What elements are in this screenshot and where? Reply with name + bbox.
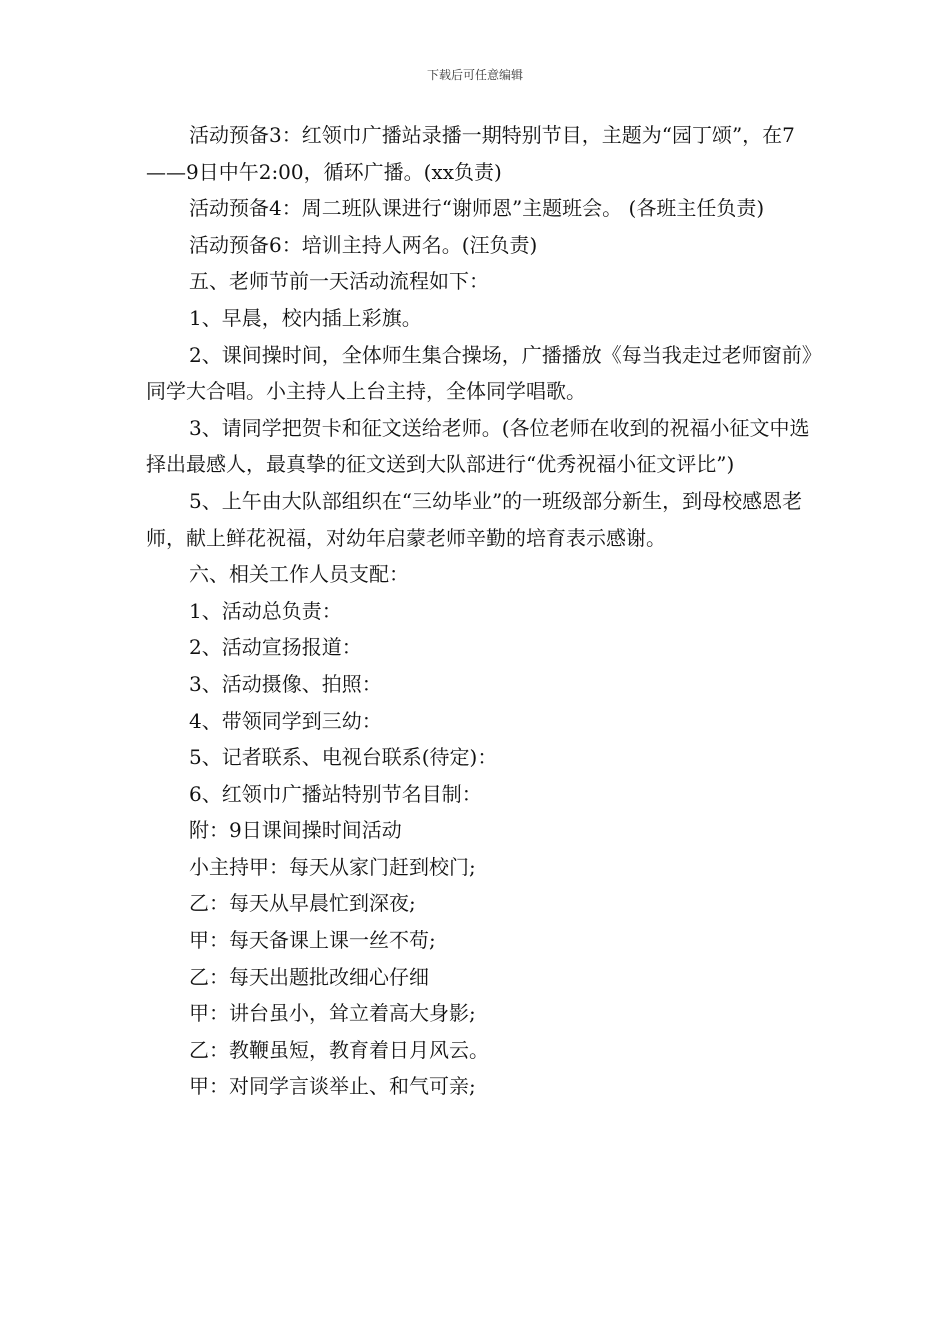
list-item: 3、活动摄像、拍照： (189, 671, 382, 696)
section-heading-five: 五、老师节前一天活动流程如下： (189, 269, 489, 294)
list-item: 2、活动宣扬报道： (189, 635, 362, 660)
script-line: 甲：对同学言谈举止、和气可亲; (189, 1074, 476, 1099)
list-item: 2、课间操时间，全体师生集合操场，广播播放《每当我走过老师窗前》同学大合唱。小主持人上台主持，全体同学唱歌。 (146, 342, 812, 404)
page-header: 下载后可任意编辑 (426, 68, 523, 82)
appendix-title: 附：9日课间操时间活动 (189, 818, 402, 843)
list-item: 5、上午由大队部组织在“三幼毕业”的一班级部分新生，到母校感恩老师，献上鲜花祝福，对幼年启蒙老师辛勤的培育表示感谢。 (146, 488, 803, 550)
paragraph-activity-prep-6: 活动预备6：培训主持人两名。(汪负责) (189, 232, 538, 257)
paragraph-activity-prep-4: 活动预备4：周二班队课进行“谢师恩”主题班会。 (各班主任负责) (189, 196, 765, 221)
list-item: 4、带领同学到三幼： (189, 708, 382, 733)
section-heading-six: 六、相关工作人员支配： (189, 562, 409, 587)
paragraph-activity-prep-3: 活动预备3：红领巾广播站录播一期特别节目，主题为“园丁颂”，在7——9日中午2:00，循环广播。(xx负责) (146, 123, 795, 184)
document-body (146, 117, 812, 1105)
script-line: 乙：教鞭虽短，教育着日月风云。 (189, 1037, 489, 1062)
script-line: 甲：每天备课上课一丝不苟; (189, 928, 436, 953)
script-line: 甲：讲台虽小，耸立着高大身影; (189, 1001, 476, 1026)
script-line: 乙：每天出题批改细心仔细 (189, 964, 429, 989)
list-item: 3、请同学把贺卡和征文送给老师。(各位老师在收到的祝福小征文中选择出最感人，最真挚的征文送到大队部进行“优秀祝福小征文评比”) (146, 415, 810, 477)
script-line: 乙：每天从早晨忙到深夜; (189, 891, 416, 916)
list-item: 5、记者联系、电视台联系(待定)： (189, 745, 498, 770)
list-item: 6、红领巾广播站特别节名目制： (189, 781, 482, 806)
list-item: 1、活动总负责： (189, 598, 342, 623)
list-item: 1、早晨，校内插上彩旗。 (189, 305, 422, 330)
script-line: 小主持甲：每天从家门赶到校门; (189, 854, 476, 879)
